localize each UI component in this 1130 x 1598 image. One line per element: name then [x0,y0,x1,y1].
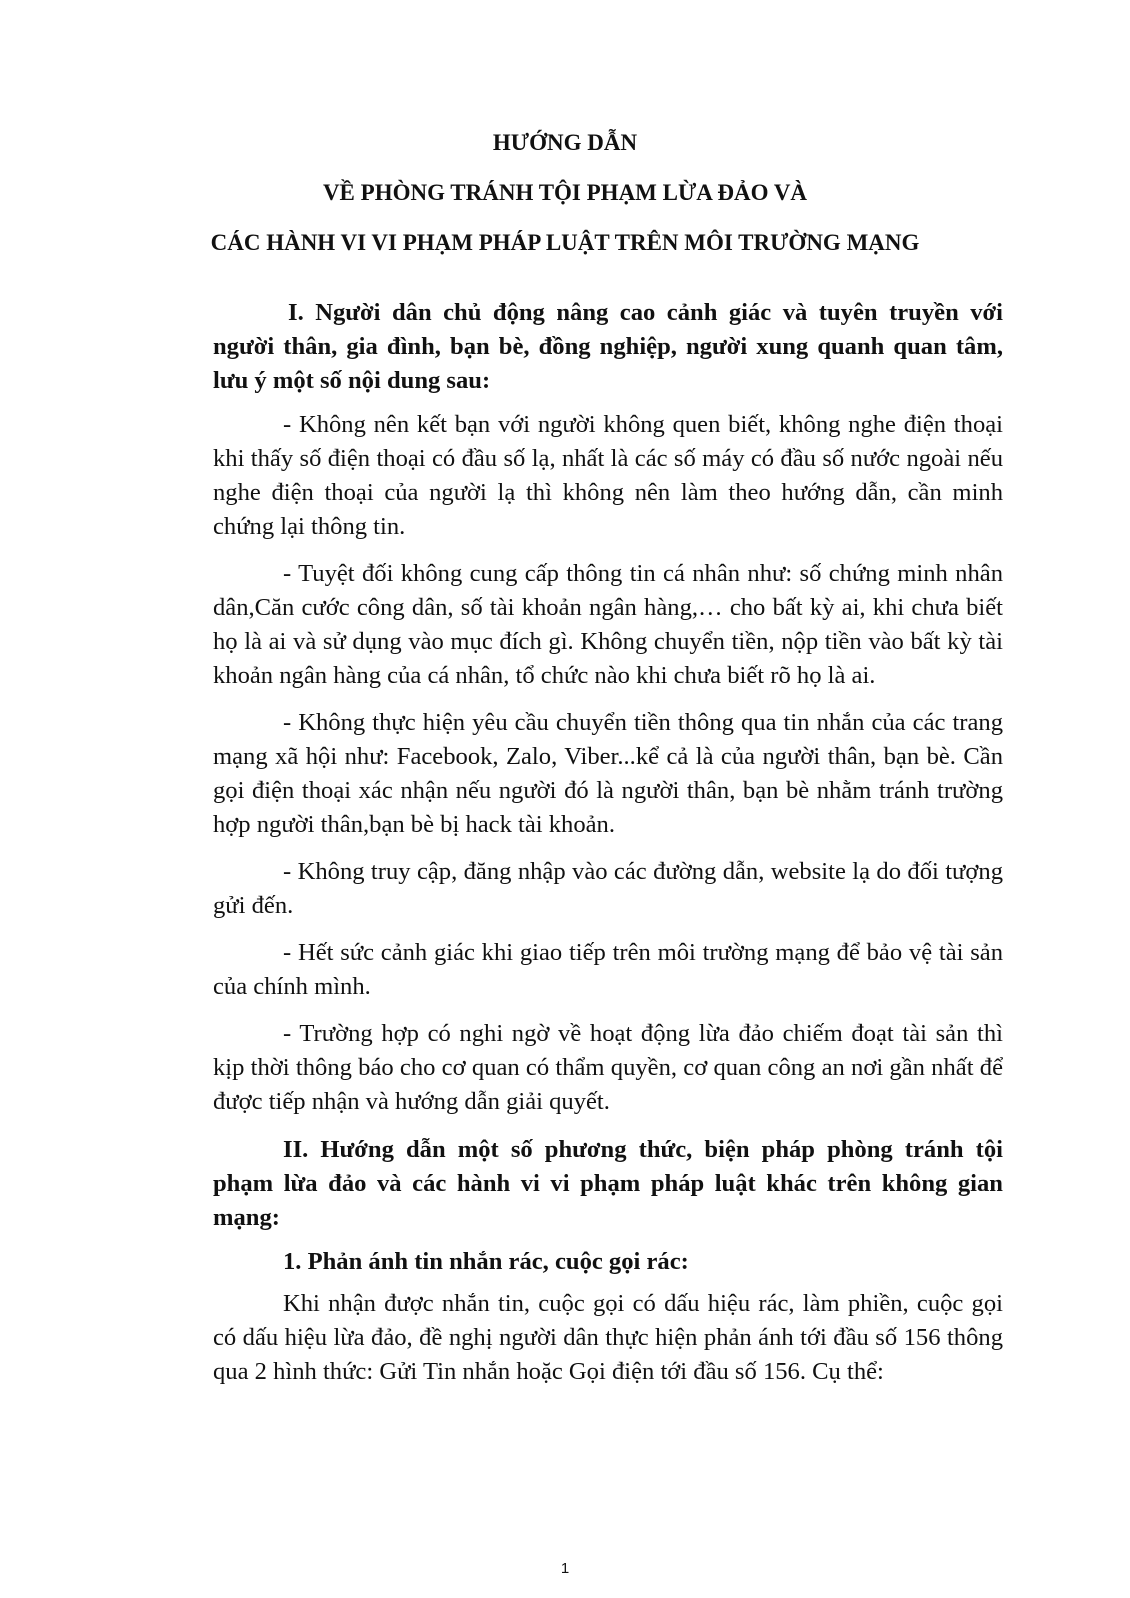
subsection-1-text: Khi nhận được nhắn tin, cuộc gọi có dấu hiệu rác, làm phiền, cuộc gọi có dấu hiệu lừa đảo, đề nghị người dân thực hiện phản ánh tới đầu số 156 thông qua 2 hình thức: Gửi Tin nhắn hoặc Gọi điện tới đầu số 156. Cụ thể: [213,1290,1003,1385]
section-1-bullet: - Hết sức cảnh giác khi giao tiếp trên môi trường mạng để bảo vệ tài sản của chính mình. [213,939,1003,1000]
section-1-bullet: - Trường hợp có nghi ngờ về hoạt động lừa đảo chiếm đoạt tài sản thì kịp thời thông báo cho cơ quan có thẩm quyền, cơ quan công an nơi gần nhất để được tiếp nhận và hướng dẫn giải quyết. [213,1020,1003,1115]
title-line-2: VỀ PHÒNG TRÁNH TỘI PHẠM LỪA ĐẢO VÀ [322,180,808,205]
section-1-bullet: - Tuyệt đối không cung cấp thông tin cá nhân như: số chứng minh nhân dân,Căn cước công dân, số tài khoản ngân hàng,… cho bất kỳ ai, khi chưa biết họ là ai và sử dụng vào mục đích gì. Không chuyển tiền, nộp tiền vào bất kỳ tài khoản ngân hàng của cá nhân, tổ chức nào khi chưa biết rõ họ là ai. [213,560,1003,689]
page-number: 1 [560,1560,570,1577]
section-1-bullet: - Không nên kết bạn với người không quen biết, không nghe điện thoại khi thấy số điện thoại có đầu số lạ, nhất là các số máy có đầu số nước ngoài nếu nghe điện thoại của người lạ thì không nên làm theo hướng dẫn, cần minh chứng lại thông tin. [213,411,1003,540]
title-line-1: HƯỚNG DẪN [492,130,638,155]
section-1-bullet: - Không thực hiện yêu cầu chuyển tiền thông qua tin nhắn của các trang mạng xã hội như: Facebook, Zalo, Viber...kể cả là của người thân, bạn bè. Cần gọi điện thoại xác nhận nếu người đó là người thân, bạn bè nhằm tránh trường hợp người thân,bạn bè bị hack tài khoản. [213,709,1003,838]
document-title [0,118,1130,268]
section-2-heading: II. Hướng dẫn một số phương thức, biện pháp phòng tránh tội phạm lừa đảo và các hành vi vi phạm pháp luật khác trên không gian mạng: [213,1136,1003,1231]
section-1-bullet: - Không truy cập, đăng nhập vào các đường dẫn, website lạ do đối tượng gửi đến. [213,858,1003,919]
title-line-3: CÁC HÀNH VI VI PHẠM PHÁP LUẬT TRÊN MÔI TRƯỜNG MẠNG [210,230,920,255]
section-1-heading: I. Người dân chủ động nâng cao cảnh giác và tuyên truyền với người thân, gia đình, bạn bè, đồng nghiệp, người xung quanh quan tâm, lưu ý một số nội dung sau: [213,299,1003,394]
document-body [213,296,1003,1389]
subsection-1-heading: 1. Phản ánh tin nhắn rác, cuộc gọi rác: [283,1248,689,1275]
